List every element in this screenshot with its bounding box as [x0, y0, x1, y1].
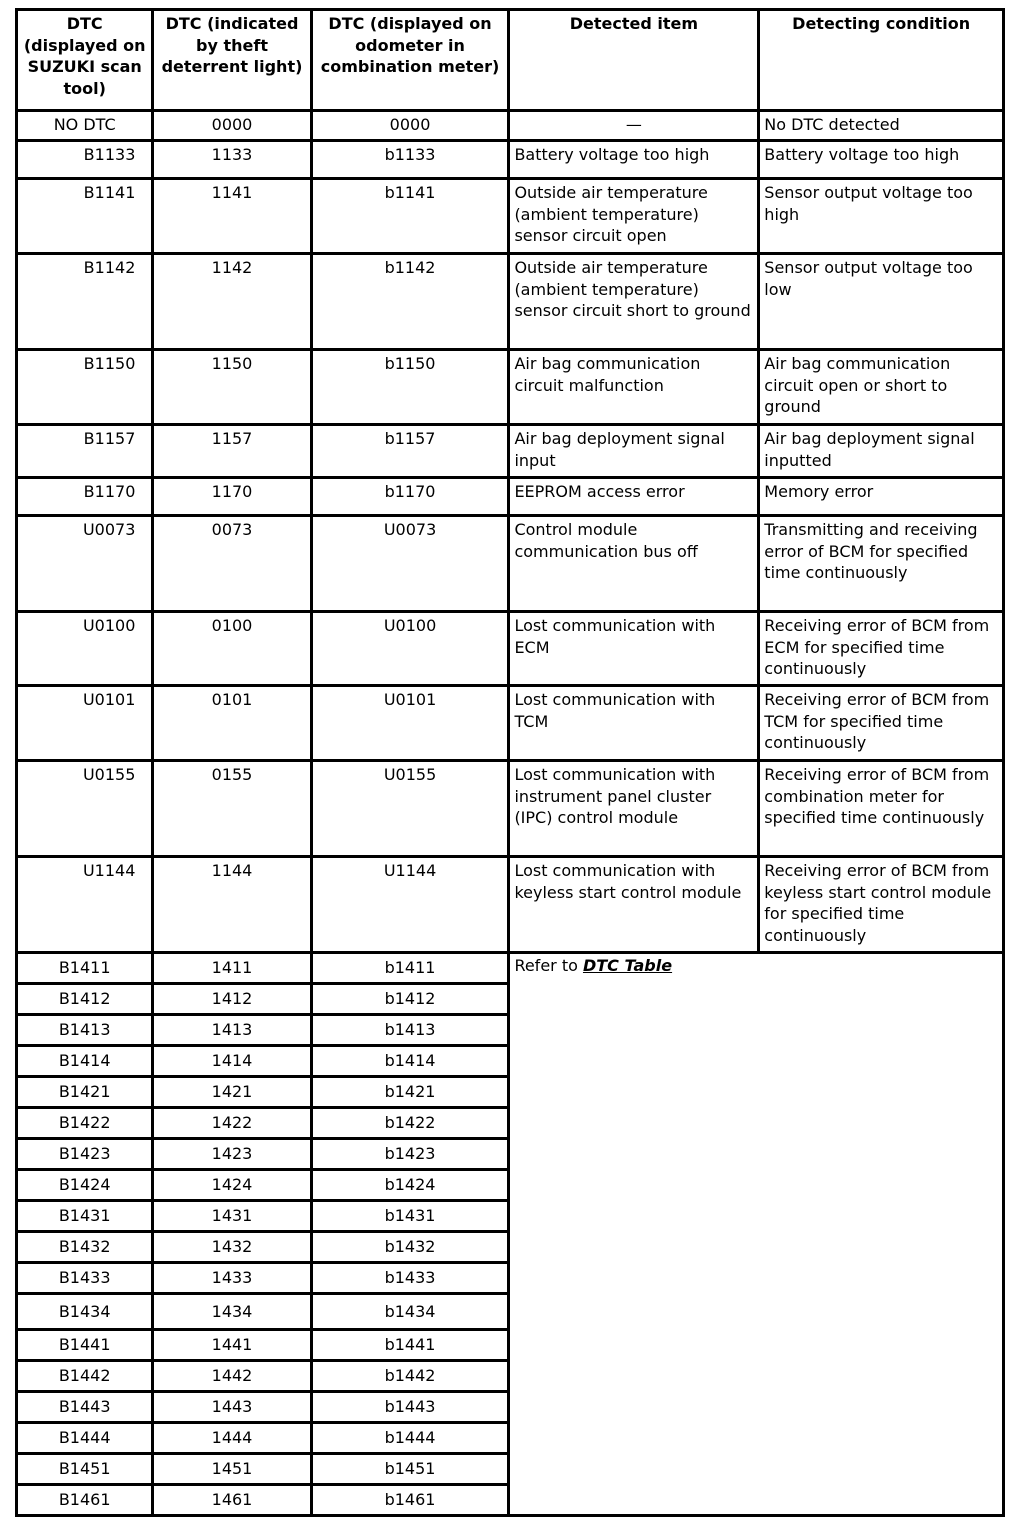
dtc-scan-code: B1432: [17, 1232, 153, 1263]
dtc-odometer-code: b1442: [311, 1361, 509, 1392]
table-row: [17, 254, 1004, 350]
detecting-condition: Air bag communication circuit open or short to ground: [759, 350, 1004, 425]
dtc-odometer-code: b1170: [311, 478, 509, 516]
detecting-condition: Memory error: [759, 478, 1004, 516]
dtc-light-code: 1157: [153, 425, 311, 478]
dtc-odometer-code: b1133: [311, 141, 509, 179]
dtc-light-code: 1424: [153, 1170, 311, 1201]
dtc-light-code: 1144: [153, 857, 311, 953]
dtc-scan-code: B1433: [17, 1263, 153, 1294]
dtc-light-code: 1414: [153, 1046, 311, 1077]
detected-item: Battery voltage too high: [509, 141, 759, 179]
dtc-scan-code: B1434: [17, 1294, 153, 1330]
dtc-light-code: 1444: [153, 1423, 311, 1454]
dtc-odometer-code: b1431: [311, 1201, 509, 1232]
table-row: [17, 350, 1004, 425]
detecting-condition: Receiving error of BCM from combination meter for specified time continuously: [759, 761, 1004, 857]
dtc-light-code: 1413: [153, 1015, 311, 1046]
dtc-scan-code: B1431: [17, 1201, 153, 1232]
dtc-scan-code: B1451: [17, 1454, 153, 1485]
dtc-scan-code: B1443: [17, 1392, 153, 1423]
table-row: [17, 478, 1004, 516]
dtc-odometer-code: b1441: [311, 1330, 509, 1361]
dtc-light-code: 1433: [153, 1263, 311, 1294]
table-row: [17, 612, 1004, 686]
dtc-light-code: 1432: [153, 1232, 311, 1263]
detected-item: Lost communication with ECM: [509, 612, 759, 686]
detecting-condition: Sensor output voltage too low: [759, 254, 1004, 350]
detecting-condition: Sensor output voltage too high: [759, 179, 1004, 254]
dtc-scan-code: B1413: [17, 1015, 153, 1046]
detected-item: Air bag communication circuit malfunction: [509, 350, 759, 425]
dtc-scan-code: U0101: [17, 686, 153, 761]
dtc-light-code: 1411: [153, 953, 311, 984]
table-row: [17, 516, 1004, 612]
dtc-light-code: 1412: [153, 984, 311, 1015]
dtc-light-code: 1170: [153, 478, 311, 516]
dtc-scan-code: B1444: [17, 1423, 153, 1454]
dtc-odometer-code: b1412: [311, 984, 509, 1015]
header-scan-tool: DTC (displayed on SUZUKI scan tool): [17, 10, 153, 111]
dtc-odometer-code: U1144: [311, 857, 509, 953]
detected-item: Air bag deployment signal input: [509, 425, 759, 478]
dtc-light-code: 1434: [153, 1294, 311, 1330]
dtc-light-code: 1141: [153, 179, 311, 254]
header-theft-light: DTC (indicated by theft deterrent light): [153, 10, 311, 111]
dtc-light-code: 1422: [153, 1108, 311, 1139]
detected-item: Lost communication with keyless start control module: [509, 857, 759, 953]
dtc-odometer-code: b1444: [311, 1423, 509, 1454]
dtc-odometer-code: U0155: [311, 761, 509, 857]
detecting-condition: Receiving error of BCM from ECM for specified time continuously: [759, 612, 1004, 686]
dtc-light-code: 1441: [153, 1330, 311, 1361]
dtc-scan-code: B1142: [17, 254, 153, 350]
detecting-condition: Receiving error of BCM from TCM for specified time continuously: [759, 686, 1004, 761]
dtc-scan-code: U1144: [17, 857, 153, 953]
dtc-scan-code: B1414: [17, 1046, 153, 1077]
dtc-odometer-code: b1413: [311, 1015, 509, 1046]
detected-item: Outside air temperature (ambient temperature) sensor circuit open: [509, 179, 759, 254]
table-row: [17, 686, 1004, 761]
dtc-odometer-code: b1432: [311, 1232, 509, 1263]
dtc-light-code: 1443: [153, 1392, 311, 1423]
header-detected-item: Detected item: [509, 10, 759, 111]
dtc-scan-code: U0100: [17, 612, 153, 686]
dtc-scan-code: U0073: [17, 516, 153, 612]
dtc-odometer-code: b1443: [311, 1392, 509, 1423]
dtc-scan-code: U0155: [17, 761, 153, 857]
table-row: [17, 857, 1004, 953]
refer-to-dtc-table-cell: [509, 953, 1004, 1516]
detecting-condition: Receiving error of BCM from keyless start control module for specified time continuously: [759, 857, 1004, 953]
dtc-odometer-code: b1141: [311, 179, 509, 254]
dtc-table-link[interactable]: DTC Table: [582, 956, 673, 975]
dtc-scan-code: B1422: [17, 1108, 153, 1139]
refer-text: Refer to: [514, 956, 583, 975]
dtc-odometer-code: b1411: [311, 953, 509, 984]
dtc-scan-code: B1170: [17, 478, 153, 516]
header-row: [17, 10, 1004, 111]
dtc-odometer-code: b1414: [311, 1046, 509, 1077]
detected-item: Outside air temperature (ambient temperature) sensor circuit short to ground: [509, 254, 759, 350]
dtc-scan-code: B1412: [17, 984, 153, 1015]
detecting-condition: Transmitting and receiving error of BCM for specified time continuously: [759, 516, 1004, 612]
detected-item: Lost communication with TCM: [509, 686, 759, 761]
dtc-odometer-code: b1451: [311, 1454, 509, 1485]
dtc-scan-code: B1424: [17, 1170, 153, 1201]
dtc-odometer-code: b1423: [311, 1139, 509, 1170]
dtc-light-code: 1142: [153, 254, 311, 350]
dtc-scan-code: B1141: [17, 179, 153, 254]
dtc-scan-code: B1441: [17, 1330, 153, 1361]
dtc-scan-code: B1157: [17, 425, 153, 478]
dtc-scan-code: B1461: [17, 1485, 153, 1516]
dtc-scan-code: B1411: [17, 953, 153, 984]
detected-item: Control module communication bus off: [509, 516, 759, 612]
table-row: [17, 953, 1004, 984]
table-row: [17, 425, 1004, 478]
dtc-odometer-code: b1434: [311, 1294, 509, 1330]
dtc-light-code: 0000: [153, 111, 311, 141]
dtc-light-code: 1461: [153, 1485, 311, 1516]
dtc-scan-code: B1421: [17, 1077, 153, 1108]
dtc-light-code: 1421: [153, 1077, 311, 1108]
table-row: [17, 141, 1004, 179]
dtc-odometer-code: b1424: [311, 1170, 509, 1201]
dtc-light-code: 1442: [153, 1361, 311, 1392]
detecting-condition: No DTC detected: [759, 111, 1004, 141]
dtc-light-code: 1150: [153, 350, 311, 425]
dtc-odometer-code: b1461: [311, 1485, 509, 1516]
dtc-scan-code: B1133: [17, 141, 153, 179]
table-row: [17, 111, 1004, 141]
table-row: [17, 179, 1004, 254]
table-row: [17, 761, 1004, 857]
dtc-odometer-code: U0100: [311, 612, 509, 686]
detected-item: EEPROM access error: [509, 478, 759, 516]
dtc-scan-code: B1150: [17, 350, 153, 425]
dtc-light-code: 0155: [153, 761, 311, 857]
dtc-odometer-code: b1421: [311, 1077, 509, 1108]
dtc-odometer-code: b1157: [311, 425, 509, 478]
header-detecting-condition: Detecting condition: [759, 10, 1004, 111]
dtc-odometer-code: 0000: [311, 111, 509, 141]
dtc-scan-code: NO DTC: [17, 111, 153, 141]
dtc-odometer-code: b1142: [311, 254, 509, 350]
detecting-condition: Battery voltage too high: [759, 141, 1004, 179]
dtc-light-code: 0100: [153, 612, 311, 686]
dtc-scan-code: B1423: [17, 1139, 153, 1170]
dtc-scan-code: B1442: [17, 1361, 153, 1392]
dtc-light-code: 1431: [153, 1201, 311, 1232]
dtc-odometer-code: b1422: [311, 1108, 509, 1139]
dtc-light-code: 1423: [153, 1139, 311, 1170]
header-odometer: DTC (displayed on odometer in combination meter): [311, 10, 509, 111]
dtc-light-code: 1133: [153, 141, 311, 179]
dtc-odometer-code: b1150: [311, 350, 509, 425]
dtc-light-code: 0073: [153, 516, 311, 612]
dtc-table: [15, 8, 1005, 1517]
dtc-light-code: 1451: [153, 1454, 311, 1485]
dtc-odometer-code: b1433: [311, 1263, 509, 1294]
detected-item: Lost communication with instrument panel cluster (IPC) control module: [509, 761, 759, 857]
detected-item: —: [509, 111, 759, 141]
detecting-condition: Air bag deployment signal inputted: [759, 425, 1004, 478]
dtc-odometer-code: U0101: [311, 686, 509, 761]
dtc-odometer-code: U0073: [311, 516, 509, 612]
dtc-light-code: 0101: [153, 686, 311, 761]
